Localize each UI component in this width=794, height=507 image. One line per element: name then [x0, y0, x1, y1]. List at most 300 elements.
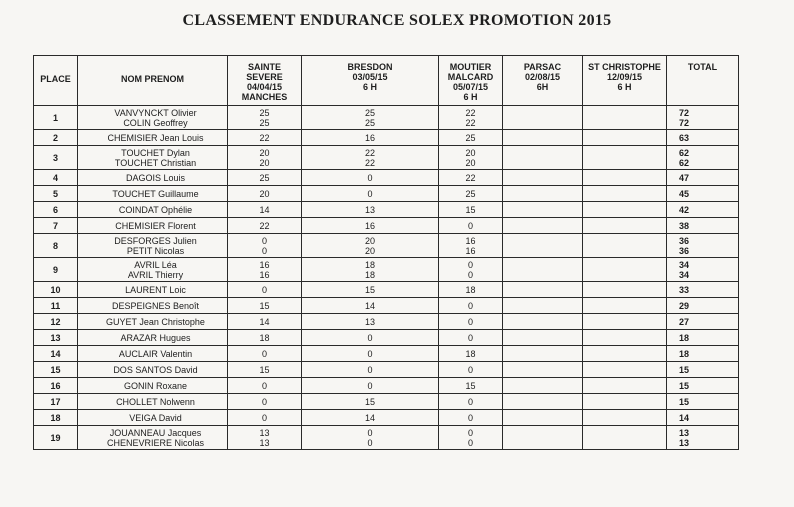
total-cell: [667, 426, 739, 450]
name-cell: [78, 362, 228, 378]
race-2-points: [302, 378, 439, 394]
race-4-points: [503, 170, 583, 186]
place-cell: 2: [34, 130, 78, 146]
race-2-points: [302, 346, 439, 362]
cell-line: 0: [367, 437, 373, 448]
cell-line: 63: [679, 132, 690, 143]
race-2-points: [302, 426, 439, 450]
name-cell: [78, 202, 228, 218]
name-cell: [78, 410, 228, 426]
cell-line: 0: [367, 172, 373, 183]
cell-line: 20: [259, 188, 270, 199]
name-cell: [78, 258, 228, 282]
place-cell: 5: [34, 186, 78, 202]
cell-line: 16: [259, 269, 270, 280]
header-race-3: MOUTIER MALCARD 05/07/15 6 H: [439, 56, 503, 106]
cell-line: 0: [467, 269, 473, 280]
cell-line: 0: [467, 220, 473, 231]
cell-line: 15: [465, 380, 476, 391]
race-1-points: [228, 378, 302, 394]
race-5-points: [583, 330, 667, 346]
cell-line: 0: [367, 380, 373, 391]
race-5-points: [583, 282, 667, 298]
race-4-points: [503, 330, 583, 346]
race-5-points: [583, 202, 667, 218]
name-cell: [78, 218, 228, 234]
cell-line: 62: [679, 157, 690, 168]
table-row: [34, 146, 739, 170]
total-cell: [667, 378, 739, 394]
cell-line: 25: [465, 132, 476, 143]
table-row: [34, 346, 739, 362]
race-5-points: [583, 410, 667, 426]
table-row: [34, 314, 739, 330]
name-cell: [78, 170, 228, 186]
race-1-points: [228, 330, 302, 346]
total-cell: [667, 282, 739, 298]
cell-line: CHOLLET Nolwenn: [116, 396, 195, 407]
place-cell: 9: [34, 258, 78, 282]
cell-line: 20: [364, 235, 375, 246]
header-row: [34, 56, 739, 106]
race-2-points: [302, 410, 439, 426]
place-cell: 15: [34, 362, 78, 378]
race-4-points: [503, 218, 583, 234]
ranking-table: [33, 55, 739, 450]
cell-line: VEIGA David: [129, 412, 182, 423]
race-3-points: [439, 146, 503, 170]
cell-line: TOUCHET Guillaume: [112, 188, 199, 199]
cell-line: AVRIL Thierry: [127, 269, 184, 280]
cell-line: 13: [679, 427, 690, 438]
race-3-points: [439, 394, 503, 410]
race-3-points: [439, 346, 503, 362]
race-4-points: [503, 106, 583, 130]
cell-line: 16: [465, 245, 476, 256]
race-3-points: [439, 410, 503, 426]
cell-line: 14: [679, 412, 690, 423]
header-race-1: SAINTE SEVERE 04/04/15 MANCHES: [228, 56, 302, 106]
table-row: [34, 258, 739, 282]
place-cell: 14: [34, 346, 78, 362]
cell-line: 18: [465, 348, 476, 359]
cell-line: 20: [465, 147, 476, 158]
race-2-points: [302, 170, 439, 186]
cell-line: 47: [679, 172, 690, 183]
race-4-points: [503, 362, 583, 378]
cell-line: 0: [367, 427, 373, 438]
cell-line: 16: [364, 220, 375, 231]
cell-line: 13: [364, 204, 375, 215]
cell-line: CHEMISIER Jean Louis: [107, 132, 204, 143]
total-cell: [667, 314, 739, 330]
cell-line: 0: [261, 245, 267, 256]
cell-line: GONIN Roxane: [123, 380, 188, 391]
header-total: TOTAL: [667, 56, 739, 106]
cell-line: 25: [364, 117, 375, 128]
cell-line: 20: [465, 157, 476, 168]
cell-line: CHENEVRIERE Nicolas: [106, 437, 205, 448]
cell-line: DESPEIGNES Benoît: [111, 300, 200, 311]
total-cell: [667, 410, 739, 426]
table-row: [34, 234, 739, 258]
race-2-points: [302, 218, 439, 234]
place-cell: 3: [34, 146, 78, 170]
cell-line: 62: [679, 147, 690, 158]
race-1-points: [228, 234, 302, 258]
name-cell: [78, 146, 228, 170]
cell-line: 20: [364, 245, 375, 256]
race-3-points: [439, 170, 503, 186]
race-2-points: [302, 330, 439, 346]
cell-line: 0: [367, 332, 373, 343]
race-2-points: [302, 106, 439, 130]
race-2-points: [302, 394, 439, 410]
place-cell: 19: [34, 426, 78, 450]
cell-line: 0: [367, 348, 373, 359]
place-cell: 16: [34, 378, 78, 394]
cell-line: 0: [467, 437, 473, 448]
race-1-points: [228, 218, 302, 234]
cell-line: 29: [679, 300, 690, 311]
race-1-points: [228, 282, 302, 298]
table-row: [34, 218, 739, 234]
cell-line: 0: [261, 396, 267, 407]
cell-line: 36: [679, 245, 690, 256]
race-4-points: [503, 130, 583, 146]
race-4-points: [503, 146, 583, 170]
table-row: [34, 170, 739, 186]
header-race-4: PARSAC 02/08/15 6H: [503, 56, 583, 106]
cell-line: 45: [679, 188, 690, 199]
cell-line: TOUCHET Christian: [114, 157, 197, 168]
race-4-points: [503, 394, 583, 410]
cell-line: 13: [364, 316, 375, 327]
name-cell: [78, 378, 228, 394]
cell-line: 15: [364, 284, 375, 295]
race-4-points: [503, 202, 583, 218]
total-cell: [667, 258, 739, 282]
cell-line: 14: [364, 300, 375, 311]
cell-line: DAGOIS Louis: [125, 172, 186, 183]
race-5-points: [583, 378, 667, 394]
cell-line: 0: [261, 412, 267, 423]
cell-line: 0: [261, 348, 267, 359]
cell-line: 22: [465, 117, 476, 128]
race-1-points: [228, 346, 302, 362]
race-2-points: [302, 146, 439, 170]
race-5-points: [583, 146, 667, 170]
cell-line: 14: [259, 204, 270, 215]
cell-line: 0: [467, 300, 473, 311]
cell-line: AUCLAIR Valentin: [118, 348, 193, 359]
cell-line: 14: [259, 316, 270, 327]
race-2-points: [302, 234, 439, 258]
cell-line: 33: [679, 284, 690, 295]
total-cell: [667, 170, 739, 186]
place-cell: 11: [34, 298, 78, 314]
cell-line: 0: [467, 332, 473, 343]
header-race-5: ST CHRISTOPHE 12/09/15 6 H: [583, 56, 667, 106]
name-cell: [78, 314, 228, 330]
race-3-points: [439, 218, 503, 234]
cell-line: 18: [679, 348, 690, 359]
race-2-points: [302, 186, 439, 202]
cell-line: 0: [261, 235, 267, 246]
cell-line: 13: [259, 437, 270, 448]
name-cell: [78, 130, 228, 146]
race-5-points: [583, 394, 667, 410]
cell-line: 13: [679, 437, 690, 448]
table-row: [34, 362, 739, 378]
cell-line: 14: [364, 412, 375, 423]
cell-line: 18: [465, 284, 476, 295]
race-1-points: [228, 170, 302, 186]
cell-line: 15: [679, 364, 690, 375]
place-cell: 7: [34, 218, 78, 234]
race-3-points: [439, 298, 503, 314]
race-2-points: [302, 130, 439, 146]
cell-line: 25: [364, 107, 375, 118]
race-5-points: [583, 426, 667, 450]
cell-line: 72: [679, 107, 690, 118]
cell-line: 22: [259, 132, 270, 143]
cell-line: 0: [261, 380, 267, 391]
cell-line: 25: [259, 117, 270, 128]
total-cell: [667, 394, 739, 410]
cell-line: DESFORGES Julien: [114, 235, 197, 246]
race-3-points: [439, 330, 503, 346]
cell-line: 15: [364, 396, 375, 407]
race-4-points: [503, 234, 583, 258]
name-cell: [78, 330, 228, 346]
race-2-points: [302, 258, 439, 282]
cell-line: 22: [259, 220, 270, 231]
race-5-points: [583, 346, 667, 362]
cell-line: 25: [259, 107, 270, 118]
cell-line: 15: [465, 204, 476, 215]
cell-line: 20: [259, 147, 270, 158]
cell-line: 72: [679, 117, 690, 128]
race-4-points: [503, 186, 583, 202]
race-3-points: [439, 258, 503, 282]
header-place: PLACE: [34, 56, 78, 106]
name-cell: [78, 234, 228, 258]
cell-line: 18: [364, 269, 375, 280]
cell-line: 0: [467, 364, 473, 375]
place-cell: 10: [34, 282, 78, 298]
place-cell: 4: [34, 170, 78, 186]
name-cell: [78, 106, 228, 130]
total-cell: [667, 298, 739, 314]
cell-line: 27: [679, 316, 690, 327]
name-cell: [78, 186, 228, 202]
race-5-points: [583, 314, 667, 330]
race-3-points: [439, 314, 503, 330]
place-cell: 13: [34, 330, 78, 346]
race-3-points: [439, 186, 503, 202]
cell-line: 15: [679, 396, 690, 407]
cell-line: DOS SANTOS David: [113, 364, 198, 375]
total-cell: [667, 346, 739, 362]
cell-line: 36: [679, 235, 690, 246]
total-cell: [667, 218, 739, 234]
cell-line: 38: [679, 220, 690, 231]
race-4-points: [503, 346, 583, 362]
name-cell: [78, 346, 228, 362]
place-cell: 17: [34, 394, 78, 410]
race-1-points: [228, 394, 302, 410]
cell-line: TOUCHET Dylan: [121, 147, 190, 158]
race-1-points: [228, 146, 302, 170]
race-3-points: [439, 426, 503, 450]
table-row: [34, 202, 739, 218]
race-2-points: [302, 202, 439, 218]
race-1-points: [228, 106, 302, 130]
race-5-points: [583, 234, 667, 258]
total-cell: [667, 146, 739, 170]
race-5-points: [583, 362, 667, 378]
place-cell: 6: [34, 202, 78, 218]
cell-line: 18: [679, 332, 690, 343]
cell-line: 34: [679, 269, 690, 280]
race-3-points: [439, 282, 503, 298]
place-cell: 12: [34, 314, 78, 330]
place-cell: 8: [34, 234, 78, 258]
race-5-points: [583, 186, 667, 202]
cell-line: 16: [465, 235, 476, 246]
cell-line: 0: [261, 284, 267, 295]
race-3-points: [439, 378, 503, 394]
cell-line: 22: [364, 157, 375, 168]
race-1-points: [228, 314, 302, 330]
race-1-points: [228, 426, 302, 450]
race-2-points: [302, 314, 439, 330]
race-3-points: [439, 202, 503, 218]
race-5-points: [583, 170, 667, 186]
cell-line: COINDAT Ophélie: [118, 204, 193, 215]
cell-line: 20: [259, 157, 270, 168]
race-3-points: [439, 362, 503, 378]
ranking-rows: [34, 106, 739, 450]
header-race-2: BRESDON 03/05/15 6 H: [302, 56, 439, 106]
cell-line: 13: [259, 427, 270, 438]
race-1-points: [228, 362, 302, 378]
total-cell: [667, 330, 739, 346]
race-4-points: [503, 314, 583, 330]
cell-line: 42: [679, 204, 690, 215]
cell-line: 0: [467, 316, 473, 327]
cell-line: 22: [465, 172, 476, 183]
race-5-points: [583, 106, 667, 130]
table-row: [34, 410, 739, 426]
cell-line: VANVYNCKT Olivier: [114, 107, 197, 118]
race-4-points: [503, 378, 583, 394]
cell-line: 0: [467, 412, 473, 423]
race-1-points: [228, 410, 302, 426]
cell-line: GUYET Jean Christophe: [106, 316, 205, 327]
race-4-points: [503, 410, 583, 426]
total-cell: [667, 362, 739, 378]
cell-line: 25: [259, 172, 270, 183]
total-cell: [667, 130, 739, 146]
header-name: NOM PRENOM: [78, 56, 228, 106]
race-4-points: [503, 258, 583, 282]
cell-line: 22: [465, 107, 476, 118]
cell-line: 15: [259, 300, 270, 311]
cell-line: 15: [679, 380, 690, 391]
cell-line: 15: [259, 364, 270, 375]
race-4-points: [503, 282, 583, 298]
race-1-points: [228, 298, 302, 314]
total-cell: [667, 234, 739, 258]
place-cell: 18: [34, 410, 78, 426]
race-5-points: [583, 218, 667, 234]
race-1-points: [228, 186, 302, 202]
race-2-points: [302, 282, 439, 298]
cell-line: 16: [259, 259, 270, 270]
table-row: [34, 282, 739, 298]
cell-line: 0: [367, 364, 373, 375]
cell-line: CHEMISIER Florent: [115, 220, 196, 231]
cell-line: ARAZAR Hugues: [120, 332, 191, 343]
cell-line: AVRIL Léa: [134, 259, 177, 270]
total-cell: [667, 186, 739, 202]
total-cell: [667, 106, 739, 130]
cell-line: 0: [367, 188, 373, 199]
place-cell: 1: [34, 106, 78, 130]
table-row: [34, 130, 739, 146]
race-4-points: [503, 426, 583, 450]
table-row: [34, 426, 739, 450]
race-2-points: [302, 362, 439, 378]
name-cell: [78, 298, 228, 314]
race-3-points: [439, 130, 503, 146]
race-1-points: [228, 202, 302, 218]
table-row: [34, 298, 739, 314]
cell-line: 22: [364, 147, 375, 158]
cell-line: 0: [467, 396, 473, 407]
cell-line: 18: [259, 332, 270, 343]
table-row: [34, 378, 739, 394]
cell-line: 0: [467, 427, 473, 438]
race-5-points: [583, 258, 667, 282]
name-cell: [78, 426, 228, 450]
cell-line: PETIT Nicolas: [126, 245, 185, 256]
race-1-points: [228, 258, 302, 282]
race-3-points: [439, 106, 503, 130]
race-2-points: [302, 298, 439, 314]
race-5-points: [583, 298, 667, 314]
document-title: CLASSEMENT ENDURANCE SOLEX PROMOTION 2015: [182, 12, 612, 29]
cell-line: 0: [467, 259, 473, 270]
cell-line: LAURENT Loic: [125, 284, 186, 295]
name-cell: [78, 394, 228, 410]
cell-line: JOUANNEAU Jacques: [109, 427, 202, 438]
table-row: [34, 186, 739, 202]
cell-line: 18: [364, 259, 375, 270]
cell-line: 25: [465, 188, 476, 199]
table-row: [34, 106, 739, 130]
table-row: [34, 394, 739, 410]
race-3-points: [439, 234, 503, 258]
cell-line: 16: [364, 132, 375, 143]
race-5-points: [583, 130, 667, 146]
race-1-points: [228, 130, 302, 146]
cell-line: 34: [679, 259, 690, 270]
table-row: [34, 330, 739, 346]
race-4-points: [503, 298, 583, 314]
